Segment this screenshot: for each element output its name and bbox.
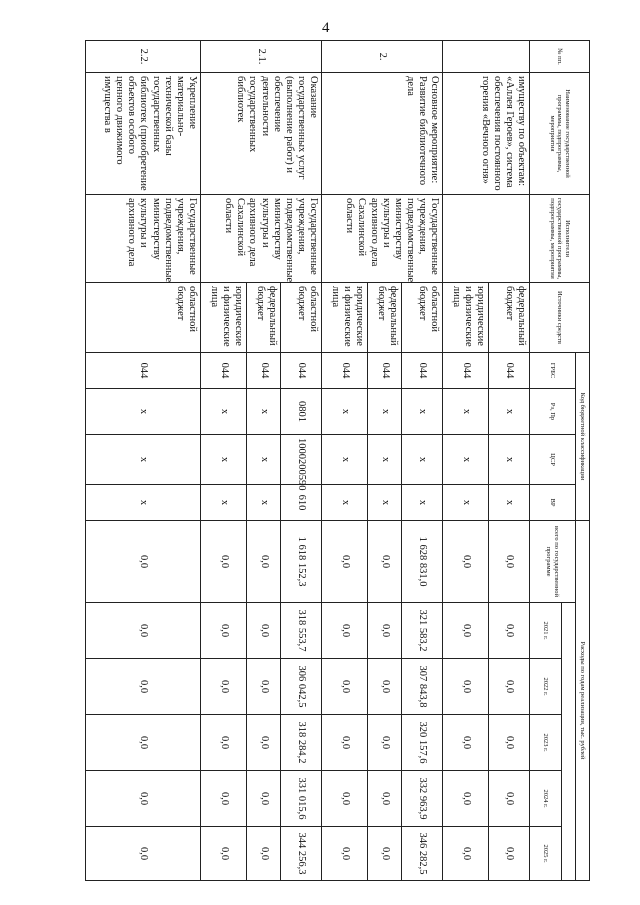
header-executor: Исполнители государственной программы, подпрограммы, мероприятия (530, 195, 590, 283)
total-amount: 0,0 (247, 521, 281, 603)
header-year-2025: 2025 г. (530, 827, 562, 881)
year-amount: 0,0 (247, 715, 281, 771)
csr-code: 1000200590 (281, 435, 322, 485)
vr-code: х (321, 485, 368, 521)
grbs-code: 044 (402, 353, 443, 389)
csr-code: х (200, 435, 247, 485)
year-amount: 0,0 (200, 659, 247, 715)
grbs-code: 044 (247, 353, 281, 389)
row-number: 2. (321, 41, 442, 73)
funding-source: федеральный бюджет (368, 283, 402, 353)
table-row (86, 41, 201, 881)
rzpr-code: х (86, 389, 201, 435)
rzpr-code: х (247, 389, 281, 435)
funding-source: федеральный бюджет (247, 283, 281, 353)
year-amount: 0,0 (368, 715, 402, 771)
funding-source: областной бюджет (402, 283, 443, 353)
table-row (489, 41, 530, 881)
year-amount: 0,0 (489, 603, 530, 659)
year-amount: 0,0 (368, 603, 402, 659)
year-amount: 0,0 (247, 659, 281, 715)
year-amount: 0,0 (86, 603, 201, 659)
executor-name: Государственные учреждения, подведомственные министерству культуры и архивного дела (86, 195, 201, 283)
year-amount: 0,0 (86, 827, 201, 881)
executor-name (442, 195, 529, 283)
activity-name: Основное мероприятие: Развитие библиотечного дела (321, 73, 442, 195)
total-amount: 0,0 (86, 521, 201, 603)
year-amount: 0,0 (442, 603, 489, 659)
year-amount: 0,0 (86, 715, 201, 771)
year-amount: 0,0 (442, 827, 489, 881)
funding-source: юридические и физические лица (321, 283, 368, 353)
header-no: № пп. (530, 41, 590, 73)
total-amount: 0,0 (200, 521, 247, 603)
rzpr-code: х (200, 389, 247, 435)
total-amount: 1 628 831,0 (402, 521, 443, 603)
vr-code: х (402, 485, 443, 521)
vr-code: х (368, 485, 402, 521)
activity-name: Укрепление материально-технической базы государственных библиотек (приобретение объектов особого ценного движимого имущества в (86, 73, 201, 195)
budget-table (85, 40, 590, 881)
funding-source: областной бюджет (281, 283, 322, 353)
vr-code: х (442, 485, 489, 521)
year-amount: 346 282,5 (402, 827, 443, 881)
header-source: Источники средств (530, 283, 590, 353)
funding-source: юридические и физические лица (200, 283, 247, 353)
header-grbs: ГРБС (530, 353, 576, 389)
total-amount: 0,0 (442, 521, 489, 603)
header-rzpr: Рз, Пр (530, 389, 576, 435)
header-vr: ВР (530, 485, 576, 521)
vr-code: х (489, 485, 530, 521)
row-number (442, 41, 529, 73)
grbs-code: 044 (442, 353, 489, 389)
rzpr-code: х (489, 389, 530, 435)
year-amount: 0,0 (321, 715, 368, 771)
header-name: Наименование государственной программы, подпрограммы, мероприятия (530, 73, 590, 195)
vr-code: х (200, 485, 247, 521)
vr-code: х (86, 485, 201, 521)
year-amount: 318 284,2 (281, 715, 322, 771)
year-amount: 344 256,3 (281, 827, 322, 881)
budget-table-sheet (85, 40, 590, 880)
total-amount: 0,0 (489, 521, 530, 603)
year-amount: 0,0 (200, 771, 247, 827)
header-total: всего по государственной программе (530, 521, 576, 603)
year-amount: 318 553,7 (281, 603, 322, 659)
header-expenses-group: Расходы по годам реализации, тыс. рублей (576, 521, 590, 881)
year-amount: 0,0 (321, 827, 368, 881)
year-amount: 0,0 (86, 771, 201, 827)
table-row (281, 41, 322, 881)
rzpr-code: х (321, 389, 368, 435)
year-amount: 321 583,2 (402, 603, 443, 659)
header-csr: ЦСР (530, 435, 576, 485)
year-amount: 332 963,9 (402, 771, 443, 827)
year-amount: 0,0 (489, 715, 530, 771)
total-amount: 1 618 152,3 (281, 521, 322, 603)
table-body (86, 41, 530, 881)
year-amount: 0,0 (442, 659, 489, 715)
csr-code: х (368, 435, 402, 485)
header-year-2022: 2022 г. (530, 659, 562, 715)
year-amount: 320 157,6 (402, 715, 443, 771)
year-amount: 0,0 (247, 771, 281, 827)
table-row (402, 41, 443, 881)
year-amount: 0,0 (489, 771, 530, 827)
rzpr-code: х (368, 389, 402, 435)
csr-code: х (247, 435, 281, 485)
year-amount: 0,0 (489, 827, 530, 881)
total-amount: 0,0 (321, 521, 368, 603)
grbs-code: 044 (321, 353, 368, 389)
activity-name: имуществу по объектам: «Аллея Героев», система обеспечения постоянного горения «Вечного огня» (442, 73, 529, 195)
year-amount: 0,0 (200, 827, 247, 881)
rzpr-code: 0801 (281, 389, 322, 435)
rzpr-code: х (402, 389, 443, 435)
header-years-spacer (562, 603, 576, 881)
year-amount: 0,0 (321, 603, 368, 659)
csr-code: х (442, 435, 489, 485)
executor-name: Государственные учреждения, подведомственные министерству культуры и архивного дела Сахалинской области (200, 195, 321, 283)
funding-source: областной бюджет (86, 283, 201, 353)
year-amount: 307 843,8 (402, 659, 443, 715)
year-amount: 0,0 (489, 659, 530, 715)
header-bcc-group: Код бюджетной классификации (576, 353, 590, 521)
year-amount: 0,0 (368, 827, 402, 881)
row-number: 2.2. (86, 41, 201, 73)
year-amount: 0,0 (200, 603, 247, 659)
activity-name: Оказание государственных услуг (выполнение работ) и обеспечение деятельности государственных библиотек (200, 73, 321, 195)
year-amount: 0,0 (442, 771, 489, 827)
vr-code: 610 (281, 485, 322, 521)
funding-source: федеральный бюджет (489, 283, 530, 353)
year-amount: 0,0 (321, 659, 368, 715)
csr-code: х (489, 435, 530, 485)
year-amount: 0,0 (321, 771, 368, 827)
year-amount: 0,0 (200, 715, 247, 771)
rzpr-code: х (442, 389, 489, 435)
total-amount: 0,0 (368, 521, 402, 603)
executor-name: Государственные учреждения, подведомственные министерству культуры и архивного дела Сахалинской области (321, 195, 442, 283)
csr-code: х (86, 435, 201, 485)
header-year-2023: 2023 г. (530, 715, 562, 771)
csr-code: х (402, 435, 443, 485)
year-amount: 0,0 (247, 603, 281, 659)
year-amount: 0,0 (442, 715, 489, 771)
year-amount: 0,0 (368, 771, 402, 827)
year-amount: 0,0 (368, 659, 402, 715)
year-amount: 331 015,6 (281, 771, 322, 827)
vr-code: х (247, 485, 281, 521)
grbs-code: 044 (281, 353, 322, 389)
csr-code: х (321, 435, 368, 485)
grbs-code: 044 (200, 353, 247, 389)
grbs-code: 044 (86, 353, 201, 389)
header-year-2021: 2021 г. (530, 603, 562, 659)
header-year-2024: 2024 г. (530, 771, 562, 827)
grbs-code: 044 (368, 353, 402, 389)
funding-source: юридические и физические лица (442, 283, 489, 353)
row-number: 2.1. (200, 41, 321, 73)
year-amount: 0,0 (86, 659, 201, 715)
page-number: 4 (322, 20, 330, 36)
year-amount: 306 042,5 (281, 659, 322, 715)
grbs-code: 044 (489, 353, 530, 389)
year-amount: 0,0 (247, 827, 281, 881)
